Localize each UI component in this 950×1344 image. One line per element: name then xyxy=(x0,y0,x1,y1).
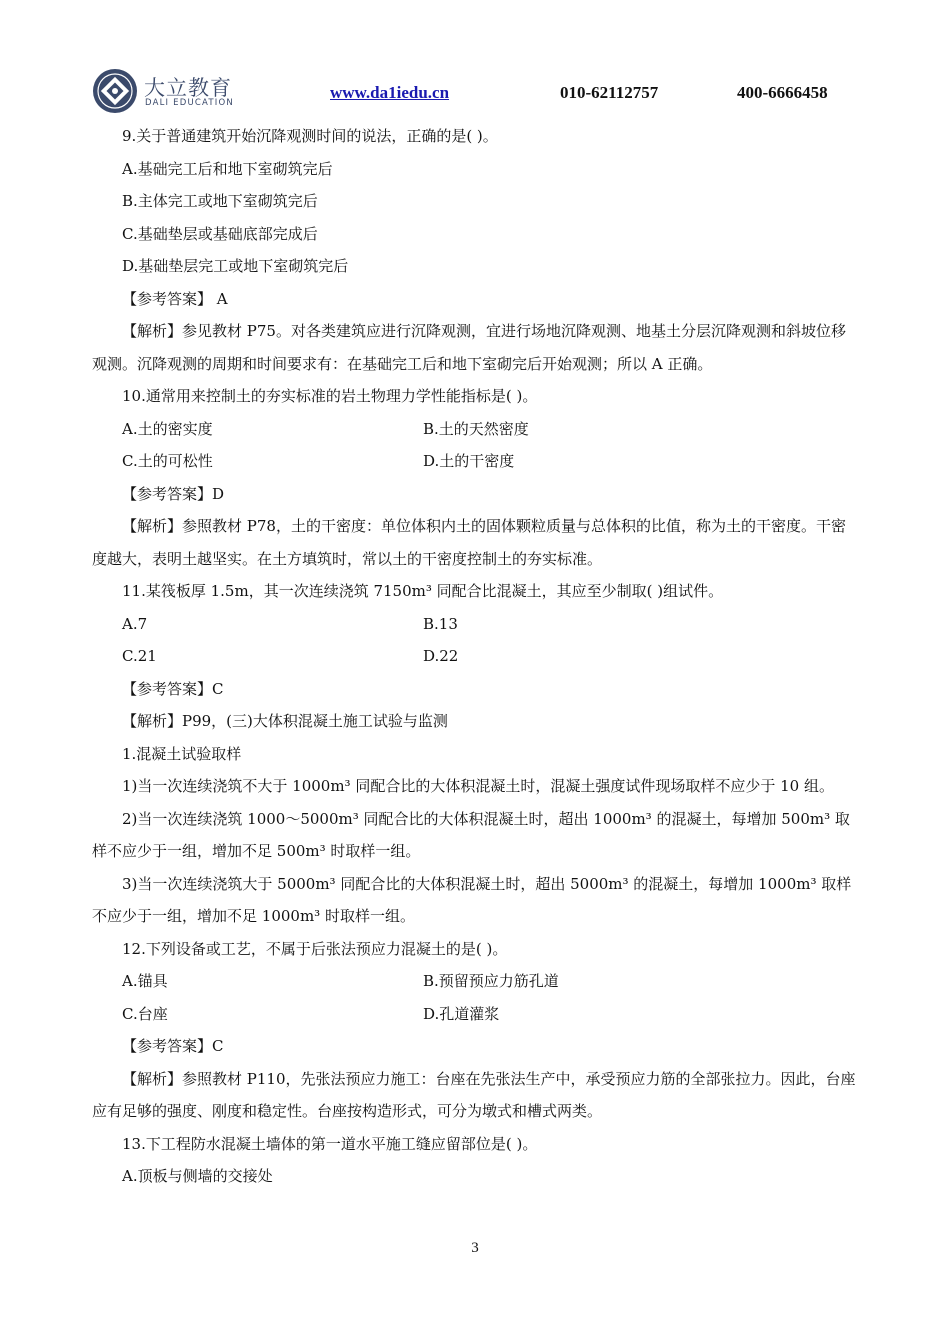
option-b: B.13 xyxy=(423,614,458,633)
options-row xyxy=(92,445,860,478)
page-content xyxy=(92,120,860,1193)
website-link[interactable]: www.da1iedu.cn xyxy=(330,83,450,102)
option-c: C.21 xyxy=(122,647,157,665)
answer: 【参考答案】C xyxy=(122,679,224,698)
option-b: B.土的天然密度 xyxy=(423,419,529,438)
options-row xyxy=(92,998,860,1031)
dali-logo-icon xyxy=(92,68,138,114)
analysis: 【解析】参见教材 P75。对各类建筑应进行沉降观测，宜进行场地沉降观测、地基土分层沉降观测和斜坡位移观测。沉降观测的周期和时间要求有：在基础完工后和地下室砌完后开始观测；所以 A 正确。 xyxy=(92,322,846,373)
list-item: 1)当一次连续浇筑不大于 1000m³ 同配合比的大体积混凝土时，混凝土强度试件现场取样不应少于 10 组。 xyxy=(122,777,834,795)
question-12: 12.下列设备或工艺，不属于后张法预应力混凝土的是( )。 xyxy=(122,939,508,958)
option-c: C.土的可松性 xyxy=(122,452,213,470)
options-row xyxy=(92,413,860,446)
option-d: D.基础垫层完工或地下室砌筑完后 xyxy=(122,257,349,275)
answer: 【参考答案】 A xyxy=(122,289,228,308)
option-b: B.主体完工或地下室砌筑完后 xyxy=(122,192,318,210)
analysis: 【解析】P99，(三)大体积混凝土施工试验与监测 xyxy=(122,712,448,730)
sub-title: 1.混凝土试验取样 xyxy=(122,744,242,763)
question-11: 11.某筏板厚 1.5m，其一次连续浇筑 7150m³ 同配合比混凝土，其应至少制取( )组试件。 xyxy=(122,582,724,600)
option-a: A.顶板与侧墙的交接处 xyxy=(122,1167,273,1185)
brand-name-en: DALI EDUCATION xyxy=(145,98,234,108)
options-row xyxy=(92,965,860,998)
options-row xyxy=(92,640,860,673)
option-d: D.孔道灌浆 xyxy=(423,1004,500,1023)
brand-name: 大立教育 xyxy=(144,76,232,100)
option-c: C.基础垫层或基础底部完成后 xyxy=(122,224,318,243)
answer: 【参考答案】D xyxy=(122,484,225,503)
page-header xyxy=(92,68,862,114)
question-9: 9.关于普通建筑开始沉降观测时间的说法，正确的是( )。 xyxy=(122,127,498,145)
answer: 【参考答案】C xyxy=(122,1037,224,1055)
list-item: 3)当一次连续浇筑大于 5000m³ 同配合比的大体积混凝土时，超出 5000m³ 的混凝土，每增加 1000m³ 取样不应少于一组，增加不足 1000m³ 时取样一组。 xyxy=(92,874,852,925)
analysis: 【解析】参照教材 P110，先张法预应力施工：台座在先张法生产中，承受预应力筋的全部张拉力。因此，台座应有足够的强度、刚度和稳定性。台座按构造形式，可分为墩式和槽式两类。 xyxy=(92,1069,856,1120)
options-row xyxy=(92,608,860,641)
question-10: 10.通常用来控制土的夯实标准的岩土物理力学性能指标是( )。 xyxy=(122,387,538,405)
page-number: 3 xyxy=(471,1240,479,1256)
option-c: C.台座 xyxy=(122,1004,168,1023)
option-a: A.土的密实度 xyxy=(122,419,213,438)
list-item: 2)当一次连续浇筑 1000～5000m³ 同配合比的大体积混凝土时，超出 1000m³ 的混凝土，每增加 500m³ 取样不应少于一组，增加不足 500m³ 时取样一组。 xyxy=(92,809,850,860)
option-b: B.预留预应力筋孔道 xyxy=(423,972,559,990)
analysis: 【解析】参照教材 P78，土的干密度：单位体积内土的固体颗粒质量与总体积的比值，称为土的干密度。干密度越大，表明土越坚实。在土方填筑时，常以土的干密度控制土的夯实标准。 xyxy=(92,517,846,568)
option-a: A.7 xyxy=(122,614,148,633)
hotline-number: 400-6666458 xyxy=(737,83,828,102)
option-a: A.基础完工后和地下室砌筑完后 xyxy=(122,159,333,178)
option-a: A.锚具 xyxy=(122,972,168,990)
option-d: D.土的干密度 xyxy=(423,452,515,470)
option-d: D.22 xyxy=(423,647,459,665)
question-13: 13.下工程防水混凝土墙体的第一道水平施工缝应留部位是( )。 xyxy=(122,1134,538,1153)
phone-number: 010-62112757 xyxy=(560,83,659,102)
